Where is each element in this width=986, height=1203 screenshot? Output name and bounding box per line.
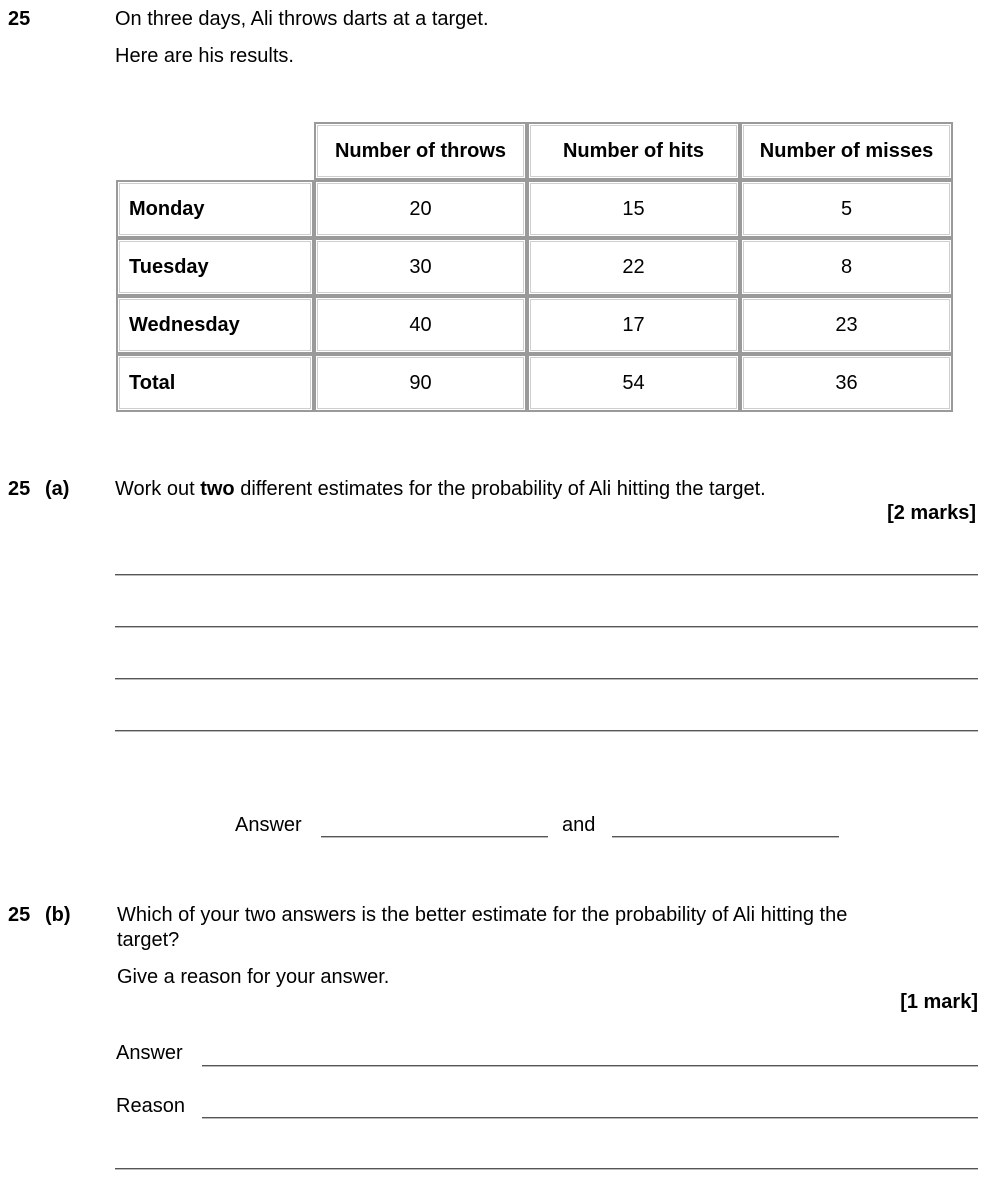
table-cell: 20 <box>314 180 527 238</box>
table-cell: 40 <box>314 296 527 354</box>
working-line[interactable] <box>115 678 978 679</box>
table-row <box>116 354 953 412</box>
part-b-marks: [1 mark] <box>900 991 978 1013</box>
intro-text: On three days, Ali throws darts at a target. <box>115 8 489 30</box>
part-b-answer-label: Answer <box>116 1042 183 1064</box>
question-number: 25 <box>8 8 31 30</box>
table-cell: 22 <box>527 238 740 296</box>
part-b-question-2: target? <box>117 929 180 951</box>
part-a-answer-label: Answer <box>235 814 302 836</box>
table-cell: 8 <box>740 238 953 296</box>
row-label-monday: Monday <box>116 180 314 238</box>
table-corner-cell <box>116 122 314 180</box>
table-cell: 30 <box>314 238 527 296</box>
table-cell: 36 <box>740 354 953 412</box>
table-cell: 15 <box>527 180 740 238</box>
part-a-text-end: different estimates for the probability of Ali hitting the target. <box>234 478 766 500</box>
part-b-label: (b) <box>45 904 71 926</box>
part-a-label: (a) <box>45 478 70 500</box>
working-line[interactable] <box>115 574 978 575</box>
reason-field[interactable] <box>202 1117 978 1118</box>
reason-label: Reason <box>116 1095 185 1117</box>
part-a-question <box>115 478 766 501</box>
reason-field-continued[interactable] <box>115 1168 978 1169</box>
column-header-hits: Number of hits <box>527 122 740 180</box>
results-table <box>116 122 953 412</box>
intro-text-2: Here are his results. <box>115 45 294 67</box>
part-a-marks: [2 marks] <box>887 502 976 524</box>
part-a-text: Work out <box>115 478 201 500</box>
answer-field-2[interactable] <box>612 836 839 837</box>
row-label-total: Total <box>116 354 314 412</box>
table-cell: 17 <box>527 296 740 354</box>
working-line[interactable] <box>115 730 978 731</box>
table-cell: 54 <box>527 354 740 412</box>
part-b-question: Which of your two answers is the better estimate for the probability of Ali hitting the <box>117 904 848 926</box>
table-cell: 23 <box>740 296 953 354</box>
table-header-row <box>116 122 953 180</box>
part-a-emphasis: two <box>200 478 235 500</box>
table-row <box>116 238 953 296</box>
working-line[interactable] <box>115 626 978 627</box>
and-label: and <box>562 814 596 836</box>
answer-field-1[interactable] <box>321 836 548 837</box>
column-header-throws: Number of throws <box>314 122 527 180</box>
part-b-instruction: Give a reason for your answer. <box>117 966 390 988</box>
table-cell: 90 <box>314 354 527 412</box>
part-a-number: 25 <box>8 478 31 500</box>
row-label-wednesday: Wednesday <box>116 296 314 354</box>
table-cell: 5 <box>740 180 953 238</box>
column-header-misses: Number of misses <box>740 122 953 180</box>
table-row <box>116 296 953 354</box>
table-row <box>116 180 953 238</box>
row-label-tuesday: Tuesday <box>116 238 314 296</box>
part-b-number: 25 <box>8 904 31 926</box>
answer-field[interactable] <box>202 1065 978 1066</box>
